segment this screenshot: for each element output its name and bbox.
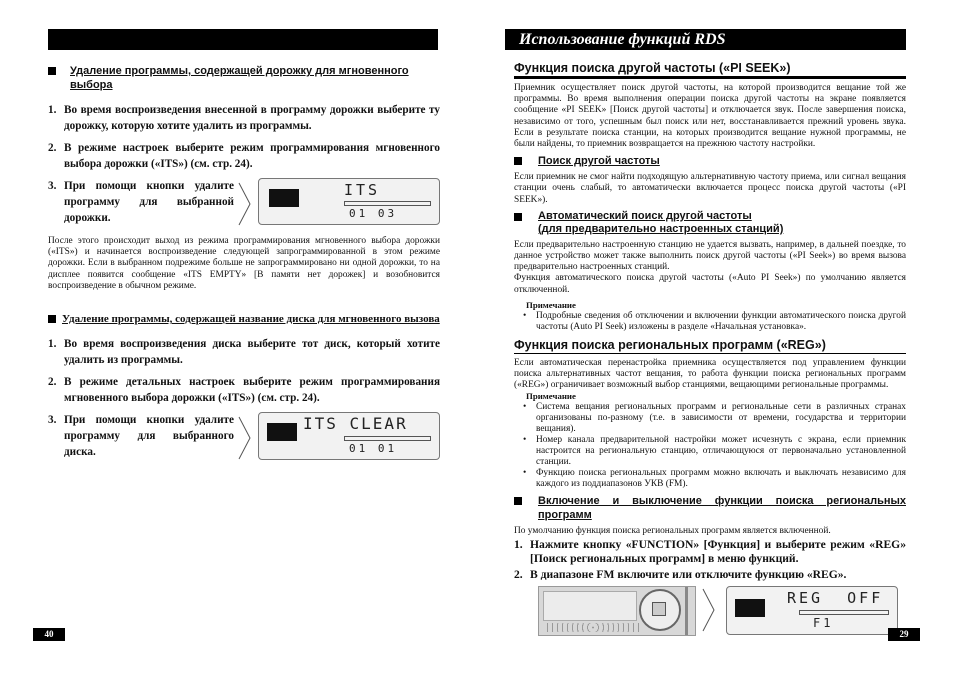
step-number: 1. (48, 104, 57, 116)
unit-display-window (543, 591, 637, 621)
unit-edge (685, 587, 688, 635)
left-s1-step-1 (48, 102, 440, 134)
eq-graph-icon (735, 599, 765, 617)
center-button-icon (652, 602, 666, 616)
reg-sub-body: По умолчанию функция поиска региональных программ является включенной. (514, 526, 831, 537)
heading-text: Поиск другой частоты (538, 155, 660, 168)
left-s1-step-2 (48, 140, 440, 172)
header-title: Использование функций RDS (519, 31, 726, 48)
step-text: При помощи кнопки удалите программу для выбранного диска. (64, 414, 234, 459)
heading-text: Удаление программы, содержащей название диска для мгновенного вызова (62, 313, 440, 326)
step-text: В диапазоне FM включите или отключите функцию «REG». (530, 567, 847, 581)
note-label: Примечание (526, 299, 576, 310)
reg-step-2 (514, 568, 906, 582)
left-header-bar (48, 29, 438, 50)
square-bullet-icon (514, 157, 522, 165)
right-header-bar (505, 29, 906, 50)
reg-body: Если автоматическая перенастройка приемника осуществляется под управлением функции поиска альтернативных частот вещания, то работа функции поиска региональных программ («REG») ограничивает возможный выбор станциями, вещающими региональные программы. (514, 357, 906, 391)
step-text: Во время воспроизведения внесенной в программу дорожки выберите ту дорожку, которую хотите удалить из программы. (64, 104, 440, 132)
page-number-right: 29 (888, 628, 920, 641)
arrow-chevron-icon (238, 182, 252, 226)
square-bullet-icon (48, 67, 56, 75)
left-s2-step-2 (48, 374, 440, 406)
note-item: • Функцию поиска региональных программ можно включать и выключать независимо для каждого из поддиапазонов УКВ (FM). (514, 468, 906, 490)
left-column (48, 64, 440, 460)
right-column (514, 60, 906, 636)
arrow-chevron-icon (702, 588, 716, 632)
step-text: Во время воспроизведения диска выберите тот диск, который хотите удалить из программы. (64, 338, 440, 367)
pi-seek-body: Приемник осуществляет поиск другой частоты, на которой производится вещание той же программы. Во время выполнения операции поиска другой частоты на экране появляется сообщение «PI SEEK» [Поиск другой частоты] и отключается звук. После завершения поиска, независимо от того, успешным был поиск или нет, восстанавливается прежний уровень звука. Если в результате поиска станции, на которых производится вещание нужной программы, не были найдены, то приемник возвращается на прежнюю частоту настройки. (514, 83, 906, 150)
heading-text: Удаление программы, содержащей дорожку для мгновенного выбора (70, 65, 409, 91)
left-section2-heading (48, 312, 440, 326)
paragraph: Если предварительно настроенную станцию не удается вызвать, например, в дальней поездке, то данное устройство может также выполнить поиск другой частоты («PI Seek») во время вызова предварительно настроенных станций. (514, 239, 906, 273)
left-s2-step-1 (48, 336, 440, 368)
pi-seek-sub2-body (514, 240, 906, 296)
pi-seek-sub1-body: Если приемник не смог найти подходящую альтернативную частоту приема, или сигнал вещания станции очень слабый, то автоматически включается процесс поиска другой частоты («PI SEEK»). (514, 172, 906, 205)
lcd-display-its (258, 178, 440, 225)
left-s1-step-3 (48, 178, 234, 226)
note-label: Примечание (526, 391, 576, 402)
heading-text: Включение и выключение функции поиска региональных программ (538, 495, 906, 522)
note-item: • Подробные сведения об отключении и включении функции автоматического поиска другой частоты (Auto PI Seek) изложены в разделе «Начальная установка». (514, 311, 906, 333)
step-text: В режиме настроек выберите режим программирования мгновенного выбора дорожки («ITS») (см. стр. 24). (64, 142, 440, 170)
paragraph: Функция автоматического поиска другой частоты («Auto PI Seek») по умолчанию является отключенной. (514, 273, 906, 295)
preset-buttons-row (543, 623, 643, 632)
level-bar (344, 201, 431, 206)
step-number: 3. (48, 414, 57, 427)
level-bar (799, 610, 889, 615)
step-number: 1. (48, 338, 57, 351)
note-item: • Номер канала предварительной настройки может исчезнуть с экрана, если приемник настроится на региональную станцию, отличающуюся от первоначально установленной станции. (514, 435, 906, 468)
lcd-main-text: REG OFF (787, 588, 884, 607)
pi-seek-sub1-heading (514, 154, 906, 168)
heading-line-1: Автоматический поиск другой частоты (538, 209, 752, 222)
left-s2-step-3-row (48, 412, 440, 460)
step-number: 1. (514, 537, 523, 551)
left-s1-body: После этого происходит выход из режима программирования мгновенного выбора дорожки («ITS») и начинается воспроизведение следующей запрограммированной в этом режиме дорожки. Если в выбранном подрежиме больше не запрограммировано ни одной дорожки, то на дисплее появится сообщение «ITS EMPTY» [В памяти нет дорожек] и возобновится воспроизведение в обычном режиме. (48, 236, 440, 291)
left-s1-step-3-row (48, 178, 440, 226)
square-bullet-icon (514, 213, 522, 221)
reg-step-1 (514, 538, 906, 566)
reg-illustration-row (514, 586, 906, 636)
pi-seek-title: Функция поиска другой частоты («PI SEEK») (514, 60, 906, 79)
lcd-display-reg-off (726, 586, 898, 635)
step-text: При помощи кнопки удалите программу для выбранной дорожки. (64, 180, 234, 224)
eq-graph-icon (269, 189, 299, 207)
lcd-sub-text: 01 01 (349, 442, 398, 456)
head-unit-illustration (538, 586, 696, 636)
step-number: 3. (48, 180, 57, 192)
reg-sub-heading (514, 494, 906, 522)
lcd-sub-text: 01 03 (349, 207, 398, 220)
page-number-left: 40 (33, 628, 65, 641)
lcd-main-text: ITS CLEAR (303, 414, 408, 434)
arrow-chevron-icon (238, 416, 252, 460)
left-section1-heading (48, 64, 440, 92)
heading-line-2: (для предварительно настроенных станций) (538, 222, 784, 235)
pi-seek-sub2-heading (514, 210, 906, 236)
square-bullet-icon (48, 315, 56, 323)
note-item: • Система вещания региональных программ и региональные сети в различных странах организованы по-разному (т.е. в зависимости от времени, государства и территории вещания). (514, 402, 906, 435)
step-number: 2. (48, 142, 57, 154)
level-bar (344, 436, 431, 441)
pi-seek-note (514, 300, 906, 333)
lcd-main-text: ITS (344, 181, 381, 199)
eq-graph-icon (267, 423, 297, 441)
left-s2-step-3 (48, 412, 234, 460)
step-number: 2. (514, 567, 523, 581)
lcd-display-its-clear (258, 412, 440, 460)
square-bullet-icon (514, 497, 522, 505)
step-text: В режиме детальных настроек выберите режим программирования мгновенного выбора дорожки («ITS») (см. стр. 24). (64, 376, 440, 405)
reg-title: Функция поиска региональных программ («REG») (514, 337, 906, 354)
step-text: Нажмите кнопку «FUNCTION» [Функция] и выберите режим «REG» [Поиск региональных программ] в меню функций. (530, 537, 906, 565)
reg-notes (514, 391, 906, 490)
step-number: 2. (48, 376, 57, 389)
lcd-sub-text: F1 (813, 615, 834, 630)
